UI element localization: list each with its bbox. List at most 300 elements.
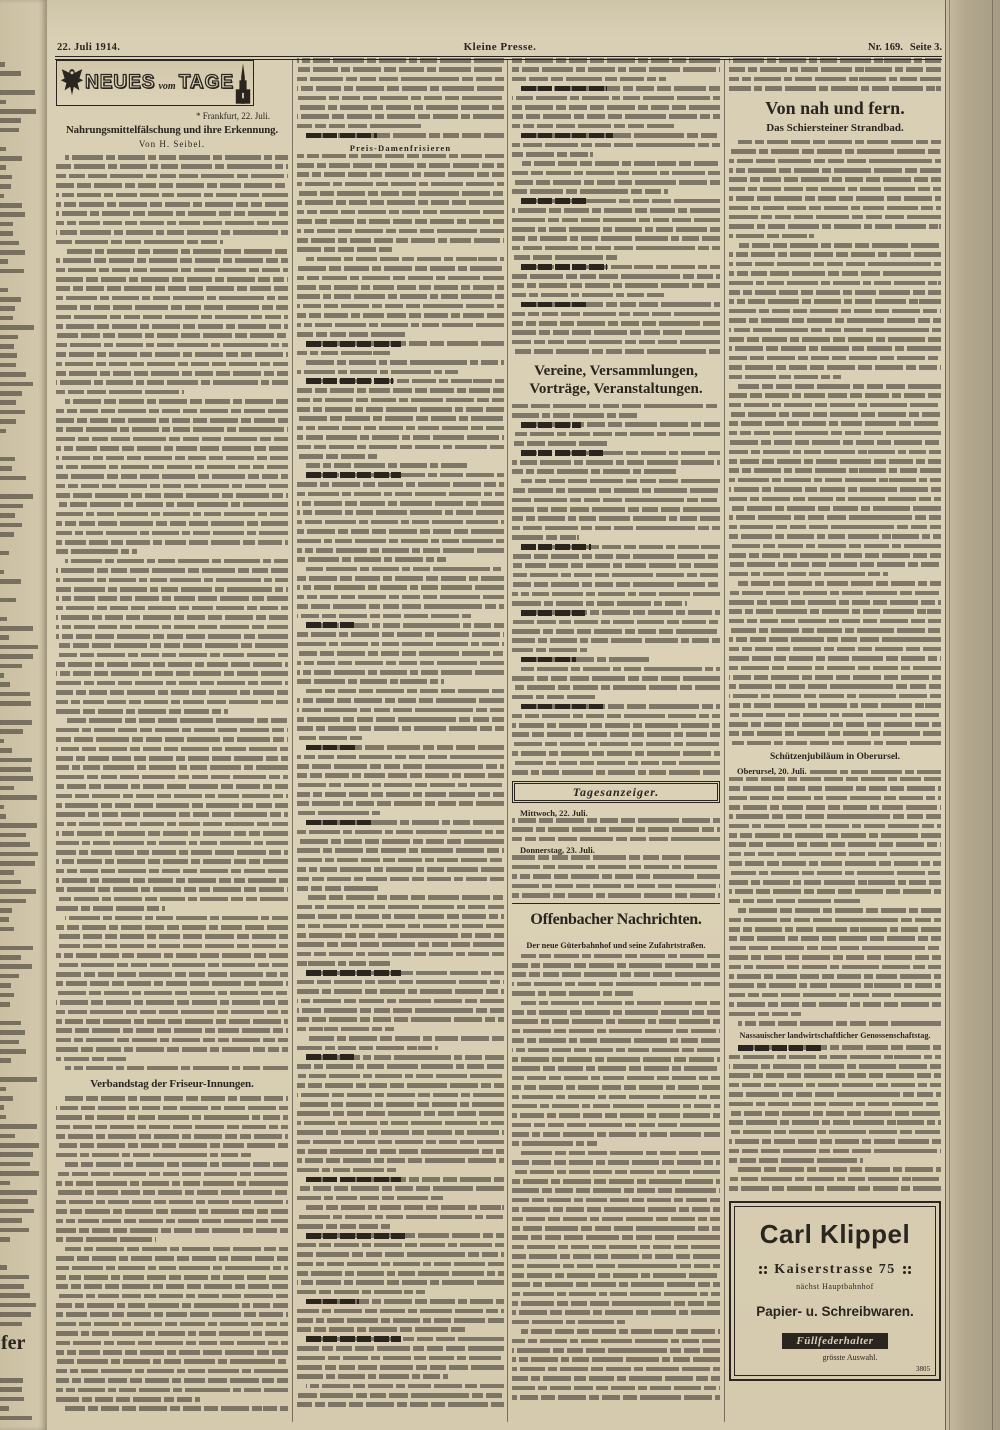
cut-off-text-line	[0, 109, 36, 114]
text-line	[512, 1160, 720, 1165]
cut-off-text-line	[0, 993, 14, 998]
text-line	[297, 877, 504, 882]
text-line	[512, 96, 720, 101]
text-line	[729, 786, 941, 791]
text-line	[512, 349, 720, 354]
text-line	[306, 567, 504, 572]
text-line	[297, 370, 458, 375]
text-line	[297, 642, 504, 647]
cut-off-text-line	[0, 1284, 24, 1289]
text-line	[56, 202, 288, 207]
text-line	[297, 454, 378, 459]
cut-off-text-line	[0, 184, 11, 189]
text-line	[729, 365, 941, 370]
text-line	[56, 258, 288, 263]
cut-off-text-line	[0, 1096, 13, 1101]
text-line	[306, 1177, 504, 1182]
text-line	[512, 105, 720, 110]
text-line	[512, 1386, 720, 1391]
article-headline: Nassauischer landwirtschaftlicher Genossenschaftstag.	[739, 1031, 931, 1041]
cut-off-text-line	[0, 842, 30, 847]
text-line	[56, 1134, 288, 1139]
text-line	[306, 473, 504, 478]
cut-off-text-line	[0, 372, 26, 377]
text-line	[297, 755, 504, 760]
text-line	[56, 1057, 126, 1062]
text-line	[56, 1322, 288, 1327]
article-body	[297, 154, 504, 1408]
text-line	[729, 833, 941, 838]
text-line	[729, 974, 941, 979]
text-line	[297, 1243, 504, 1248]
text-line	[297, 661, 504, 666]
text-line	[306, 1205, 504, 1210]
bold-lead-in	[521, 657, 576, 663]
goods-line: Papier- u. Schreibwaren.	[756, 1304, 914, 1319]
text-line	[297, 1356, 504, 1361]
cut-off-text-line	[0, 1265, 7, 1270]
text-line	[512, 488, 720, 493]
text-line	[512, 1217, 720, 1222]
text-line	[512, 340, 720, 345]
bold-lead-in	[306, 1336, 401, 1342]
text-line	[297, 1346, 504, 1351]
cut-off-text-line	[0, 1162, 30, 1167]
text-line	[65, 916, 288, 921]
text-line	[297, 933, 504, 938]
text-line	[521, 451, 720, 456]
text-line	[297, 999, 504, 1004]
text-line	[729, 215, 941, 220]
text-line	[729, 899, 860, 904]
text-line	[512, 1066, 720, 1071]
section-rule	[512, 903, 720, 904]
text-line	[729, 271, 941, 276]
text-line	[65, 1247, 288, 1252]
text-line	[297, 1280, 504, 1285]
text-line	[297, 924, 504, 929]
text-line	[729, 67, 941, 72]
cut-off-text-line	[0, 90, 35, 95]
text-line	[56, 1256, 288, 1261]
text-line	[521, 479, 720, 484]
text-line	[297, 1262, 504, 1267]
advertiser-name: Carl Klippel	[759, 1219, 911, 1250]
text-line	[56, 465, 288, 470]
text-line	[65, 1066, 288, 1071]
text-line	[297, 980, 504, 985]
text-line	[56, 587, 288, 592]
cut-off-text-line	[0, 748, 12, 753]
text-line	[512, 620, 720, 625]
text-line	[297, 247, 392, 252]
text-line	[56, 850, 288, 855]
bold-lead-in	[521, 704, 603, 710]
text-line	[729, 168, 941, 173]
text-line	[56, 1219, 288, 1224]
article-body	[56, 155, 288, 1070]
cut-off-text-line	[0, 504, 23, 509]
text-line	[56, 380, 288, 385]
cut-off-text-line	[0, 269, 24, 274]
cut-off-text-line	[0, 645, 38, 650]
cut-off-text-line	[0, 335, 18, 340]
text-line	[297, 867, 504, 872]
text-line	[56, 859, 288, 864]
text-line	[297, 942, 504, 947]
text-line	[65, 718, 288, 723]
text-line	[729, 299, 941, 304]
text-line	[56, 1341, 288, 1346]
text-line	[306, 341, 504, 346]
text-line	[729, 478, 941, 483]
text-line	[729, 224, 941, 229]
text-line	[297, 304, 504, 309]
cut-off-text-line	[0, 391, 22, 396]
issue-page-info	[868, 41, 942, 54]
cut-off-text-line	[0, 1171, 39, 1176]
text-line	[56, 568, 288, 573]
bold-lead-in	[306, 1299, 359, 1305]
text-line	[65, 249, 288, 254]
text-line	[729, 955, 941, 960]
text-line	[512, 404, 720, 409]
text-line	[306, 623, 504, 628]
byline: Von H. Seibel.	[138, 139, 206, 149]
dateline-row	[729, 767, 941, 776]
text-line	[56, 1378, 288, 1383]
landmark-note: nächst Hauptbahnhof	[796, 1282, 874, 1292]
text-line	[297, 58, 504, 63]
cut-off-text-line	[0, 870, 14, 875]
text-line	[512, 58, 720, 63]
text-line	[56, 822, 288, 827]
cut-off-text-line	[0, 852, 38, 857]
cut-off-text-line	[0, 344, 14, 349]
text-line	[729, 675, 941, 680]
text-line	[729, 1064, 941, 1069]
text-line	[56, 869, 288, 874]
bold-lead-in	[306, 1233, 405, 1239]
text-line	[512, 982, 720, 987]
binding-edge	[992, 0, 993, 1430]
bold-lead-in	[306, 970, 401, 976]
text-line	[729, 713, 941, 718]
text-line	[512, 152, 593, 157]
text-line	[56, 1312, 288, 1317]
text-line	[306, 689, 504, 694]
text-line	[297, 764, 504, 769]
text-line	[810, 770, 941, 775]
text-line	[56, 878, 288, 883]
text-line	[297, 1093, 504, 1098]
text-line	[297, 1393, 504, 1398]
text-line	[512, 1019, 720, 1024]
ornament-icon	[759, 1266, 767, 1274]
cut-off-text-line	[0, 128, 19, 133]
text-line	[297, 114, 504, 119]
text-line	[738, 581, 941, 586]
cut-off-text-line	[0, 156, 22, 161]
text-line	[512, 1264, 720, 1269]
text-line	[56, 700, 288, 705]
text-line	[56, 1190, 288, 1195]
article-body	[729, 140, 941, 746]
cut-off-text-line	[0, 250, 25, 255]
text-line	[297, 792, 504, 797]
text-line	[729, 506, 941, 511]
text-line	[297, 435, 504, 440]
column-2	[297, 58, 504, 1422]
text-line	[56, 427, 288, 432]
text-line	[729, 1092, 941, 1097]
text-line	[56, 549, 137, 554]
text-line	[738, 1167, 941, 1172]
text-line	[297, 708, 504, 713]
text-line	[56, 193, 288, 198]
text-line	[512, 1113, 720, 1118]
text-line	[297, 1318, 504, 1323]
text-line	[56, 493, 288, 498]
text-line	[56, 709, 228, 714]
cut-off-text-line	[0, 729, 23, 734]
text-line	[297, 783, 504, 788]
text-line	[512, 1198, 720, 1203]
cut-off-word: fer	[1, 1332, 26, 1354]
bold-lead-in	[521, 544, 591, 550]
text-line	[729, 1158, 863, 1163]
text-line	[56, 277, 288, 282]
text-line	[297, 1008, 504, 1013]
text-line	[56, 944, 288, 949]
cut-off-text-line	[0, 325, 34, 330]
text-line	[729, 431, 941, 436]
text-line	[512, 732, 720, 737]
text-line	[297, 679, 444, 684]
column-rule	[292, 59, 293, 1422]
cut-off-text-line	[0, 889, 36, 894]
text-line	[729, 796, 941, 801]
bold-lead-in	[521, 198, 587, 204]
text-line	[729, 609, 941, 614]
text-line	[729, 842, 941, 847]
cut-off-text-line	[0, 1275, 29, 1280]
text-line	[729, 871, 941, 876]
cut-off-text-line	[0, 382, 33, 387]
cut-off-text-line	[0, 316, 13, 321]
text-line	[512, 991, 633, 996]
text-line	[512, 1395, 720, 1400]
text-line	[306, 257, 504, 262]
text-line	[512, 1170, 720, 1175]
cut-off-text-line	[0, 212, 25, 217]
text-line	[56, 540, 288, 545]
text-line	[297, 398, 504, 403]
cut-off-text-line	[0, 955, 21, 960]
cut-off-text-line	[0, 353, 17, 358]
text-line	[512, 638, 720, 643]
cut-off-text-line	[0, 701, 31, 706]
article-body	[729, 58, 941, 91]
text-line	[56, 1369, 288, 1374]
text-line	[729, 993, 941, 998]
cut-off-text-line	[0, 673, 4, 678]
text-line	[56, 1010, 288, 1015]
text-line	[512, 283, 720, 288]
text-line	[297, 529, 504, 534]
text-line	[56, 240, 223, 245]
text-line	[729, 252, 941, 257]
text-line	[512, 1188, 720, 1193]
column-3	[512, 58, 720, 1422]
cut-off-text-line	[0, 1152, 33, 1157]
cut-off-text-line	[0, 306, 15, 311]
cut-off-text-line	[0, 476, 26, 481]
text-line	[297, 1290, 425, 1295]
cut-off-text-line	[0, 1416, 32, 1421]
text-line	[306, 1233, 504, 1238]
text-line	[512, 1310, 720, 1315]
bold-lead-in	[738, 1045, 821, 1051]
text-line	[738, 908, 941, 913]
text-line	[729, 497, 941, 502]
text-line	[56, 756, 288, 761]
cut-off-text-line	[0, 1406, 9, 1411]
cut-off-text-line	[0, 1105, 4, 1110]
text-line	[297, 520, 504, 525]
text-line	[521, 1151, 720, 1156]
text-line	[56, 812, 288, 817]
text-line	[729, 852, 941, 857]
cut-off-text-line	[0, 429, 6, 434]
text-line	[512, 893, 720, 898]
text-line	[297, 1140, 504, 1145]
text-line	[512, 582, 720, 587]
text-line	[297, 1046, 438, 1051]
text-line	[297, 585, 504, 590]
text-line	[56, 625, 288, 630]
text-line	[512, 114, 720, 119]
text-line	[512, 1282, 720, 1287]
text-line	[297, 323, 504, 328]
column-4	[729, 58, 941, 1422]
cut-off-text-line	[0, 62, 5, 67]
column-1	[56, 60, 288, 1422]
text-line	[65, 1162, 288, 1167]
text-line	[56, 512, 288, 517]
text-line	[65, 1406, 288, 1411]
text-line	[521, 161, 720, 166]
article-headline: Das Schiersteiner Strandbad.	[766, 121, 904, 134]
text-line	[56, 1228, 288, 1233]
text-line	[297, 1374, 448, 1379]
text-line	[297, 416, 504, 421]
text-line	[297, 1121, 504, 1126]
cut-off-text-line	[0, 946, 33, 951]
text-line	[729, 1055, 941, 1060]
cut-off-text-line	[0, 1199, 28, 1204]
text-line	[297, 1083, 504, 1088]
text-line	[306, 1337, 504, 1342]
text-line	[729, 337, 941, 342]
text-line	[512, 1104, 720, 1109]
text-line	[56, 643, 288, 648]
text-line	[738, 384, 941, 389]
text-line	[297, 1074, 504, 1079]
text-line	[729, 562, 941, 567]
text-line	[56, 963, 288, 968]
text-line	[56, 784, 288, 789]
text-line	[297, 548, 504, 553]
text-line	[512, 1339, 720, 1344]
text-line	[738, 1045, 941, 1050]
text-line	[729, 187, 941, 192]
text-line	[56, 1388, 288, 1393]
text-line	[56, 1284, 288, 1289]
text-line	[56, 747, 288, 752]
text-line	[729, 805, 941, 810]
text-line	[729, 515, 941, 520]
text-line	[306, 745, 504, 750]
text-line	[512, 837, 720, 842]
text-line	[729, 290, 941, 295]
text-line	[729, 468, 941, 473]
article-body	[512, 404, 720, 775]
text-line	[512, 761, 720, 766]
text-line	[297, 172, 504, 177]
text-line	[297, 1327, 465, 1332]
text-line	[56, 1200, 288, 1205]
text-line	[729, 77, 941, 82]
cut-off-text-line	[0, 861, 35, 866]
text-line	[297, 77, 504, 82]
text-line	[512, 1132, 720, 1137]
text-line	[297, 182, 504, 187]
text-line	[56, 437, 288, 442]
text-line	[512, 865, 720, 870]
text-line	[56, 362, 288, 367]
bold-lead-in	[306, 1177, 401, 1183]
text-line	[738, 140, 941, 145]
text-line	[512, 441, 608, 446]
text-line	[729, 375, 841, 380]
cut-off-text-line	[0, 457, 15, 462]
text-line	[729, 741, 941, 746]
cut-off-text-line	[0, 579, 21, 584]
bold-lead-in	[306, 1054, 354, 1060]
text-line	[512, 143, 720, 148]
logo-word-vom: vom	[158, 80, 176, 92]
text-line	[56, 1019, 288, 1024]
text-line	[297, 154, 504, 159]
text-line	[56, 230, 288, 235]
text-line	[297, 1064, 504, 1069]
text-line	[512, 1141, 597, 1146]
text-line	[297, 407, 504, 412]
text-line	[512, 554, 720, 559]
bold-lead-in	[521, 133, 613, 139]
text-line	[729, 459, 941, 464]
text-line	[297, 1102, 504, 1107]
text-line	[512, 460, 720, 465]
text-line	[56, 221, 288, 226]
text-line	[297, 839, 504, 844]
cut-off-text-line	[0, 635, 9, 640]
text-line	[729, 412, 941, 417]
text-line	[512, 1357, 720, 1362]
cut-off-text-line	[0, 786, 14, 791]
text-line	[729, 534, 941, 539]
